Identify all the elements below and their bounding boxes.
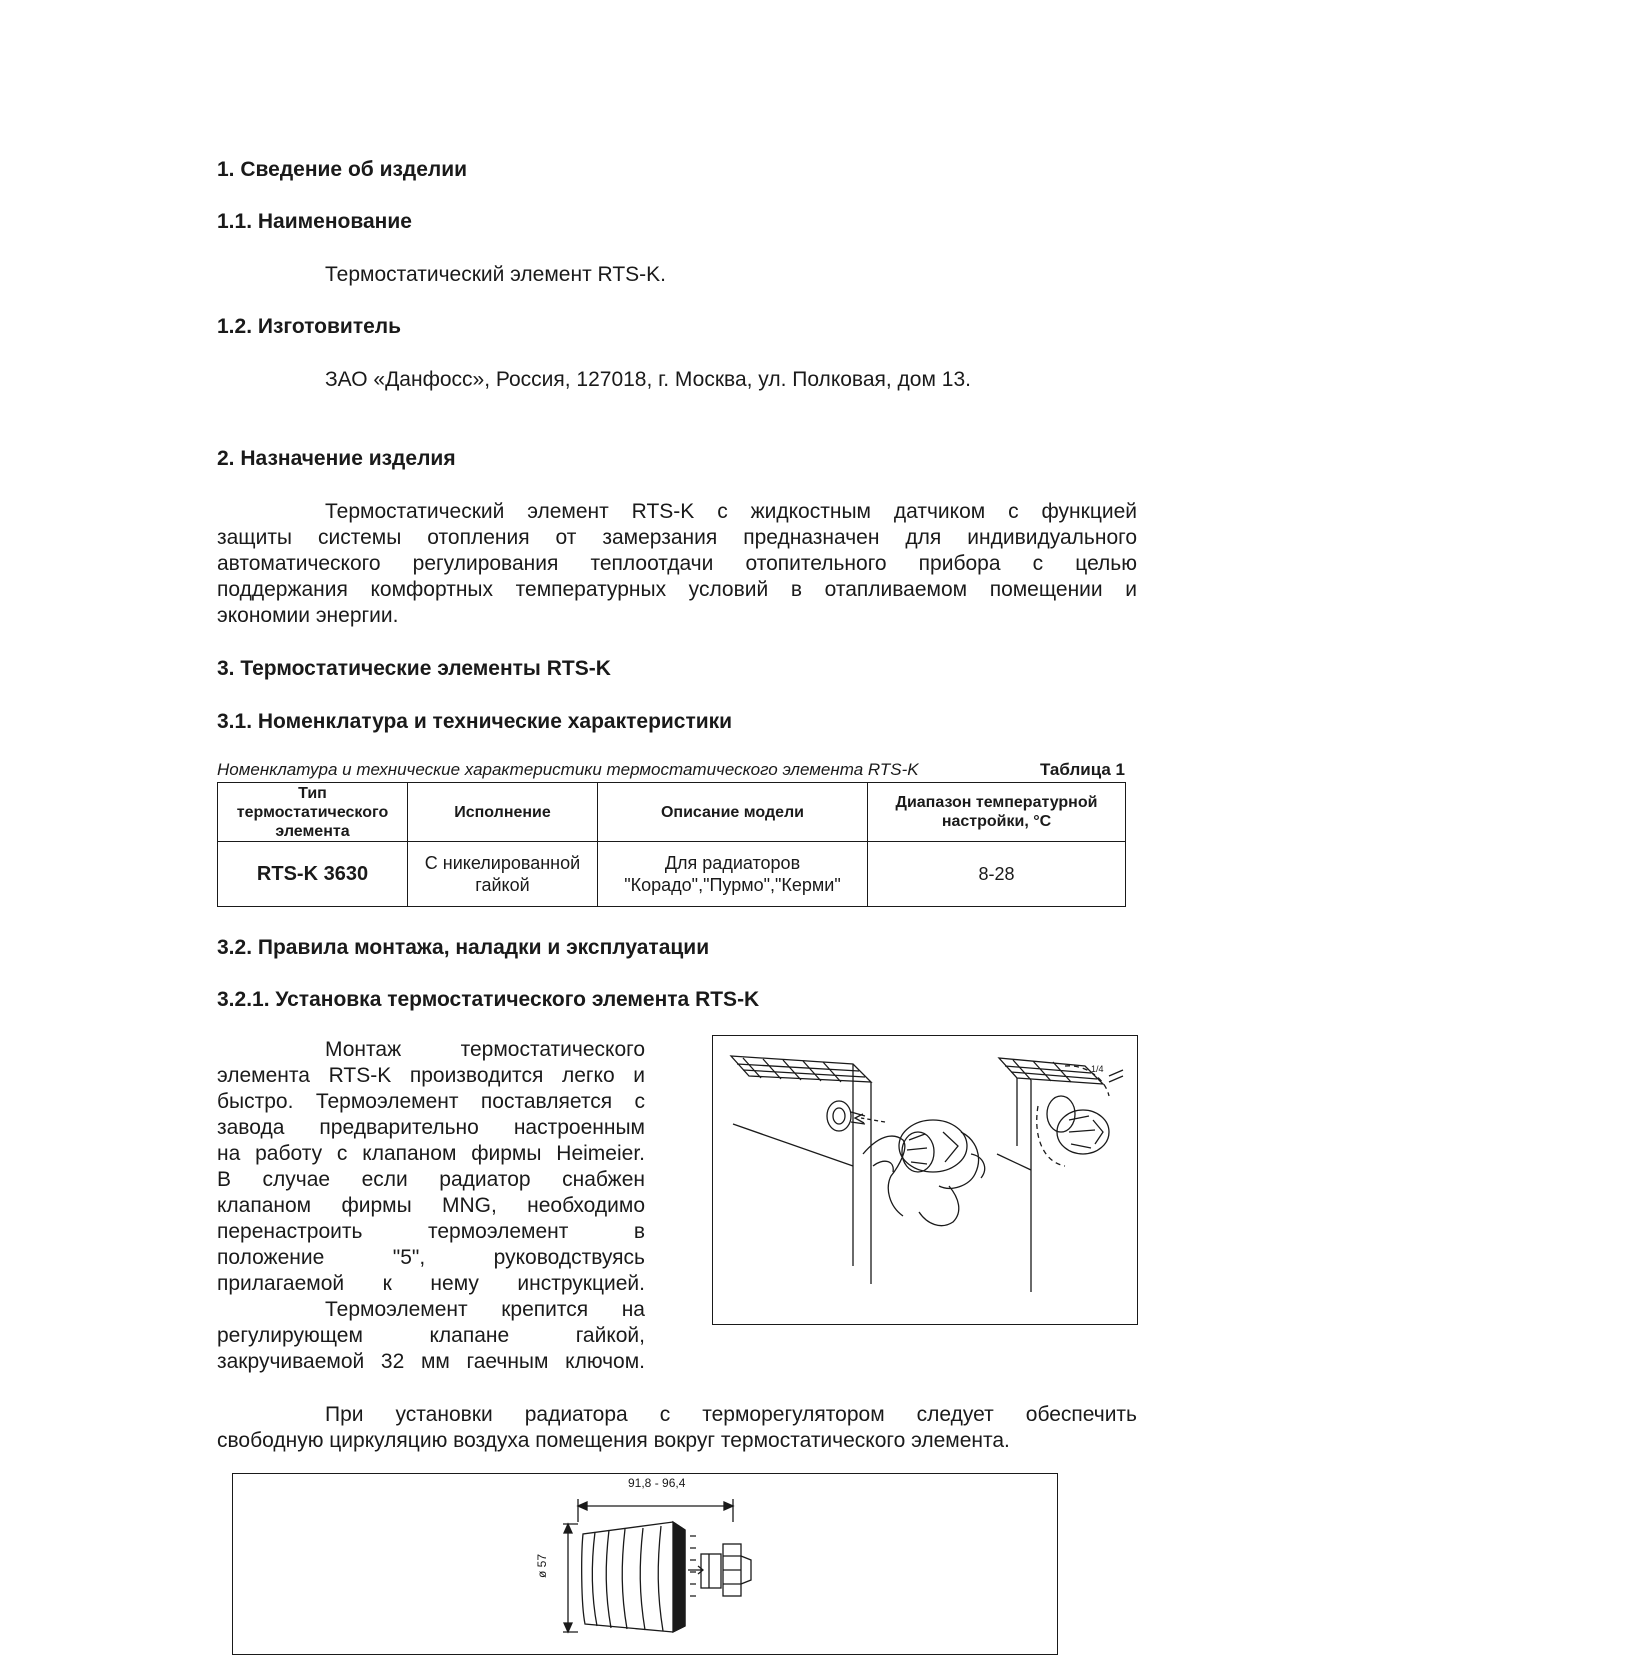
install-line-1: Монтаж термостатического [325, 1038, 645, 1061]
table-header-range: Диапазон температурной настройки, °С [868, 783, 1126, 842]
install-line-12: регулирующем клапане гайкой, [217, 1324, 645, 1347]
purpose-line-5: экономии энергии. [217, 604, 399, 627]
section-1-1-title: 1.1. Наименование [217, 210, 412, 233]
rotation-marker: 1/4 [1091, 1064, 1104, 1074]
install-line-5: на работу с клапаном фирмы Heimeier. [217, 1142, 645, 1165]
install-line-2: элемента RTS-K производится легко и [217, 1064, 645, 1087]
purpose-line-4: поддержания комфортных температурных условий в отапливаемом помещении и [217, 578, 1137, 601]
purpose-line-3: автоматического регулирования теплоотдачи отопительного прибора с целью [217, 552, 1137, 575]
table-header-row [218, 783, 1126, 842]
install-line-10: прилагаемой к нему инструкцией. [217, 1272, 645, 1295]
table-header-version: Исполнение [408, 783, 598, 842]
spec-table [217, 782, 1126, 907]
table-header-description: Описание модели [598, 783, 868, 842]
table-cell-description: Для радиаторов "Корадо","Пурмо","Керми" [598, 842, 868, 907]
table-caption-text: Номенклатура и технические характеристики термостатического элемента RTS-K [217, 760, 919, 779]
install-line-6: В случае если радиатор снабжен [217, 1168, 645, 1191]
section-1-2-title: 1.2. Изготовитель [217, 315, 402, 338]
section-3-2-1-title: 3.2.1. Установка термостатического элемента RTS-K [217, 988, 760, 1011]
circulation-line-1: При установки радиатора с терморегулятором следует обеспечить [325, 1403, 1137, 1426]
section-3-1-title: 3.1. Номенклатура и технические характеристики [217, 710, 733, 733]
table-cell-type: RTS-K 3630 [218, 842, 408, 907]
table-row [218, 842, 1126, 907]
purpose-line-1: Термостатический элемент RTS-K с жидкостным датчиком с функцией [325, 500, 1137, 523]
table-cell-version: С никелированной гайкой [408, 842, 598, 907]
install-line-11: Термоэлемент крепится на [325, 1298, 645, 1321]
table-number: Таблица 1 [1039, 760, 1125, 779]
circulation-line-2: свободную циркуляцию воздуха помещения вокруг термостатического элемента. [217, 1429, 1010, 1452]
section-2-title: 2. Назначение изделия [217, 447, 456, 470]
dimension-width: 91,8 - 96,4 [628, 1476, 686, 1490]
product-name: Термостатический элемент RTS-K. [325, 263, 666, 286]
section-3-title: 3. Термостатические элементы RTS-K [217, 657, 611, 680]
section-1-title: 1. Сведение об изделии [217, 158, 468, 181]
manufacturer-address: ЗАО «Данфосс», Россия, 127018, г. Москва, ул. Полковая, дом 13. [325, 368, 971, 391]
install-line-7: клапаном фирмы MNG, необходимо [217, 1194, 645, 1217]
install-line-4: завода предварительно настроенным [217, 1116, 645, 1139]
install-line-3: быстро. Термоэлемент поставляется с [217, 1090, 645, 1113]
table-header-type: Тип термостатического элемента [218, 783, 408, 842]
section-3-2-title: 3.2. Правила монтажа, наладки и эксплуатации [217, 936, 710, 959]
install-line-9: положение "5", руководствуясь [217, 1246, 645, 1269]
dimension-height: ø 57 [535, 1553, 549, 1578]
dimension-drawing [232, 1473, 1058, 1655]
install-line-8: перенастроить термоэлемент в [217, 1220, 645, 1243]
table-caption [217, 760, 1125, 780]
install-line-13: закручиваемой 32 мм гаечным ключом. [217, 1350, 645, 1373]
table-cell-range: 8-28 [868, 842, 1126, 907]
purpose-line-2: защиты системы отопления от замерзания предназначен для индивидуального [217, 526, 1137, 549]
installation-illustration [712, 1035, 1138, 1325]
